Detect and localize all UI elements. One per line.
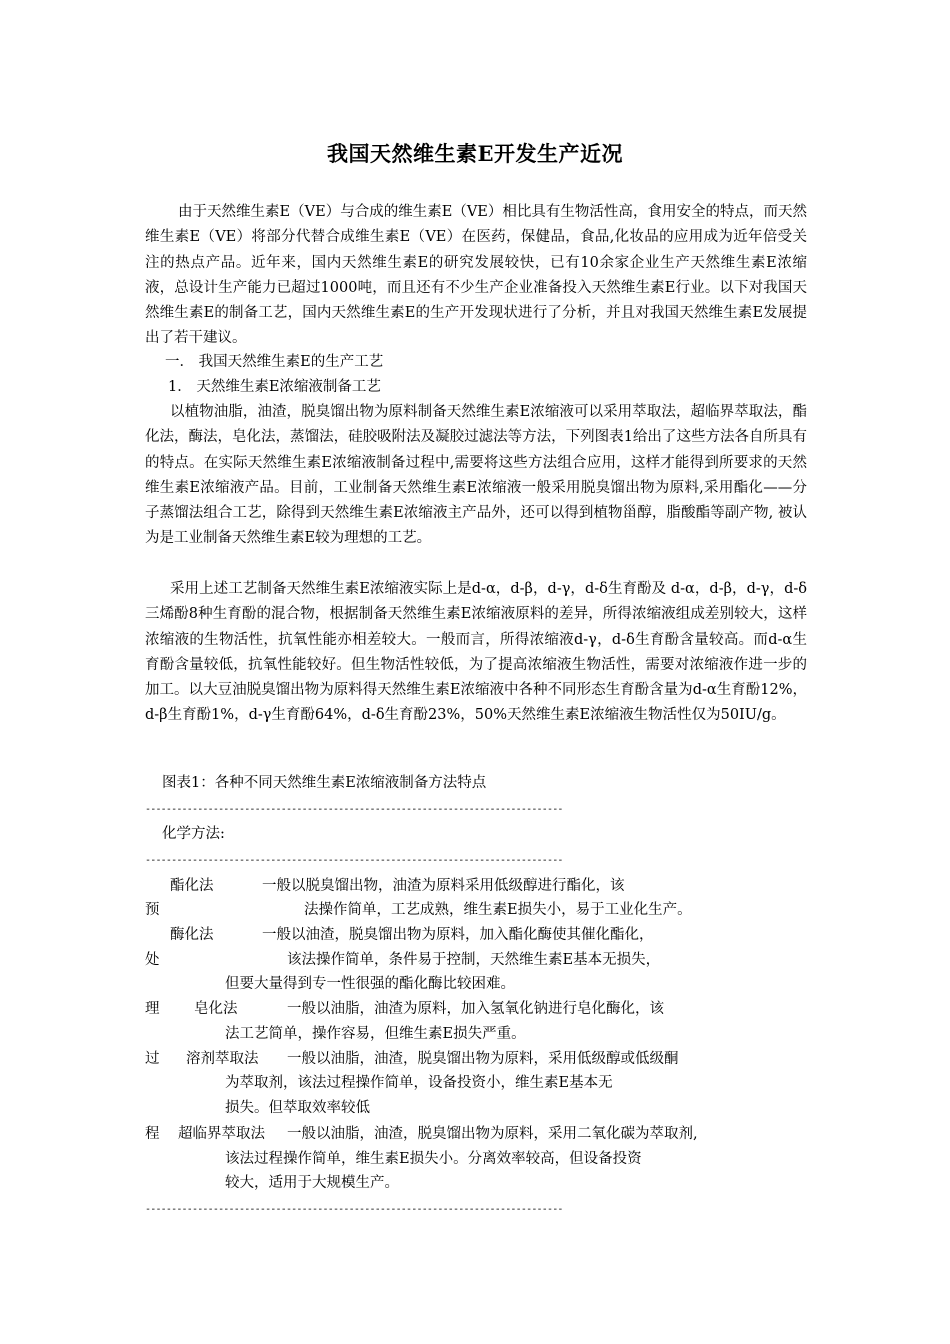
table-method-desc: 损失。但萃取效率较低 <box>225 1100 370 1116</box>
table-caption: 图表1：各种不同天然维生素E浓缩液制备方法特点 <box>162 775 487 791</box>
side-char: 过 <box>145 1051 160 1067</box>
table-separator-bottom: -------------------------------------------------------------------------------- <box>145 1204 563 1215</box>
table-method-desc: 较大，适用于大规模生产。 <box>225 1175 399 1191</box>
table-method-desc: 一般以油脂，油渣，脱臭馏出物为原料，采用低级醇或低级酮 <box>287 1051 679 1067</box>
table-method-desc: 该法过程操作简单，维生素E损失小。分离效率较高，但设备投资 <box>225 1151 642 1167</box>
side-char: 理 <box>145 1001 160 1017</box>
paragraph-methods <box>145 400 807 552</box>
table-method-desc: 法工艺简单，操作容易，但维生素E损失严重。 <box>225 1026 526 1042</box>
table-method-name: 酶化法 <box>170 927 214 943</box>
paragraph-composition <box>145 577 807 729</box>
table-separator-top: -------------------------------------------------------------------------------- <box>145 804 563 815</box>
table-method-desc: 法操作简单，工艺成熟，维生素E损失小，易于工业化生产。 <box>304 902 692 918</box>
table-method-desc: 该法操作简单，条件易于控制，天然维生素E基本无损失， <box>287 952 661 968</box>
table-method-name: 酯化法 <box>170 878 214 894</box>
table-method-desc: 一般以油脂，油渣，脱臭馏出物为原料，采用二氧化碳为萃取剂, <box>287 1126 698 1142</box>
intro-paragraph <box>145 200 807 352</box>
side-char: 程 <box>145 1126 160 1142</box>
subsection-heading: 1． 天然维生素E浓缩液制备工艺 <box>168 379 381 396</box>
section-heading: 一． 我国天然维生素E的生产工艺 <box>165 354 384 370</box>
intro-text: 由于天然维生素E（VE）与合成的维生素E（VE）相比具有生物活性高，食用安全的特点，而天然维生素E（VE）将部分代替合成维生素E（VE）在医药，保健品，食品,化妆品的应用成为近年倍受关注的热点产品。近年来，国内天然维生素E的研究发展较快，已有10余家企业生产天然维生素E浓缩液，总设计生产能力已超过1000吨，而且还有不少生产企业准备投入天然维生素E行业。以下对我国天然维生素E的制备工艺，国内天然维生素E的生产开发现状进行了分析，并且对我国天然维生素E发展提出了若干建议。 <box>145 204 807 347</box>
side-char: 预 <box>145 902 160 918</box>
table-method-desc: 一般以油脂，油渣为原料，加入氢氧化钠进行皂化酶化，该 <box>287 1001 664 1017</box>
side-char: 处 <box>145 952 160 968</box>
document-title: 我国天然维生素E开发生产近况 <box>326 141 623 166</box>
table-method-desc: 为萃取剂，该法过程操作简单，设备投资小，维生素E基本无 <box>225 1075 613 1091</box>
table-method-desc: 一般以脱臭馏出物，油渣为原料采用低级醇进行酯化，该 <box>262 878 625 894</box>
section-headings <box>145 350 807 401</box>
table-method-name: 皂化法 <box>194 1001 238 1017</box>
paragraph-methods-text: 以植物油脂，油渣，脱臭馏出物为原料制备天然维生素E浓缩液可以采用萃取法，超临界萃取法，酯化法，酶法，皂化法，蒸馏法，硅胶吸附法及凝胶过滤法等方法，下列图表1给出了这些方法各自所具有的特点。在实际天然维生素E浓缩液制备过程中,需要将这些方法组合应用，这样才能得到所要求的天然维生素E浓缩液产品。目前，工业制备天然维生素E浓缩液一般采用脱臭馏出物为原料,采用酯化——分子蒸馏法组合工艺，除得到天然维生素E浓缩液主产品外，还可以得到植物甾醇，脂酸酯等副产物, 被认为是工业制备天然维生素E较为理想的工艺。 <box>145 404 807 547</box>
table-separator-mid: -------------------------------------------------------------------------------- <box>145 855 563 866</box>
table-method-name: 溶剂萃取法 <box>186 1051 259 1067</box>
paragraph-composition-text: 采用上述工艺制备天然维生素E浓缩液实际上是d-α，d-β，d-γ，d-δ生育酚及 d-α，d-β，d-γ，d-δ三烯酚8种生育酚的混合物，根据制备天然维生素E浓缩液原料的差异，所得浓缩液组成差别较大，这样浓缩液的生物活性，抗氧性能亦相差较大。一般而言，所得浓缩液d-γ，d-δ生育酚含量较高。而d-α生育酚含量较低，抗氧性能较好。但生物活性较低，为了提高浓缩液生物活性，需要对浓缩液作进一步的加工。以大豆油脱臭馏出物为原料得天然维生素E浓缩液中各种不同形态生育酚含量为d-α生育酚12%，d-β生育酚1%，d-γ生育酚64%，d-δ生育酚23%，50%天然维生素E浓缩液生物活性仅为50IU/g。 <box>145 581 807 724</box>
table-method-desc: 一般以油渣，脱臭馏出物为原料，加入酯化酶使其催化酯化， <box>262 927 654 943</box>
table-method-name: 超临界萃取法 <box>178 1126 265 1142</box>
table-group-label: 化学方法: <box>162 826 225 842</box>
table-method-desc: 但要大量得到专一性很强的酯化酶比较困难。 <box>225 976 515 992</box>
